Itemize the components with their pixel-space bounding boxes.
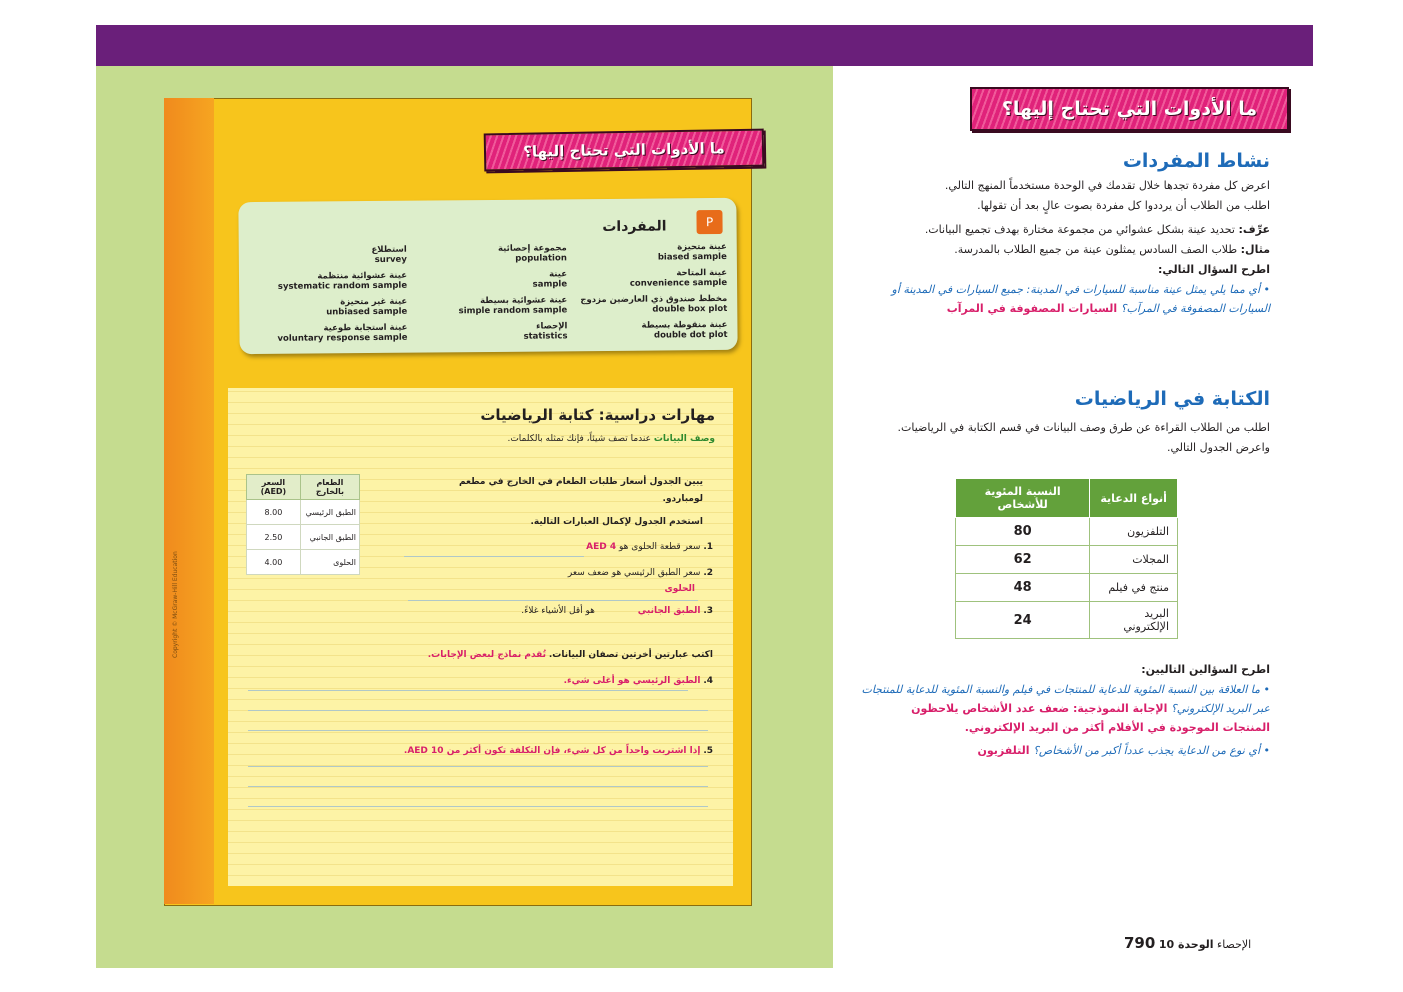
footer-unit-title: الإحصاء (1217, 938, 1252, 951)
table-row: الحلوى 4.00 (247, 550, 360, 575)
answer-line (248, 766, 708, 767)
vocab-term: عينة عشوائية بسيطة simple random sample (458, 295, 568, 317)
vocab-term: مجموعة إحصائية population (497, 243, 567, 264)
vocabulary-grid (247, 242, 728, 350)
vocab-activity-heading: نشاط المفردات (1122, 150, 1270, 172)
vocab-term: عينة غير متحيزة unbiased sample (326, 296, 408, 318)
answer-line (248, 710, 708, 711)
writing-section (860, 388, 1270, 458)
answer-line (404, 556, 584, 557)
notebook-subtitle: وصف البيانات عندما تصف شيئاً، فإنك تمثله بالكلمات. (507, 434, 715, 444)
vocab-term: عينة المتاحة convenience sample (629, 267, 728, 289)
table-row: الطبق الرئيسي 8.00 (247, 500, 360, 525)
page-number: 790 (1124, 934, 1156, 952)
page-footer (1124, 934, 1251, 952)
vocab-activity-p2: اطلب من الطلاب أن يرددوا كل مفردة بصوت عالٍ بعد أن تقولها. (977, 199, 1270, 212)
table-row: البريد الإلكتروني 24 (956, 602, 1178, 639)
vocab-term: عينة sample (532, 269, 568, 290)
top-bar (96, 25, 1313, 66)
question-1: • أي مما يلي يمثل عينة مناسبة للسيارات في المدينة: جميع السيارات في المدينة أو السيارات المصفوفة في المرآب؟ السيارات المصفوفة في المرآب (891, 283, 1270, 315)
vocabulary-card (238, 198, 737, 354)
table-header: النسبة المئوية للأشخاص (956, 479, 1090, 518)
study-skills-notebook (228, 388, 733, 886)
student-banner (484, 129, 765, 172)
teacher-banner-text: ما الأدوات التي تحتاج إليها؟ (1001, 98, 1258, 120)
writing-questions (860, 660, 1270, 760)
table-row: الطبق الجانبي 2.50 (247, 525, 360, 550)
student-banner-text: ما الأدوات التي تحتاج إليها؟ (523, 139, 725, 161)
define-line: عرِّف: تحديد عينة بشكل عشوائي من مجموعة مختارة بهدف تجميع البيانات. (924, 223, 1270, 236)
vocab-term: عينة استجابة طوعية voluntary response sample (277, 322, 408, 344)
question-2: • ما العلاقة بين النسبة المئوية للدعاية للمنتجات في فيلم والنسبة المئوية للدعاية للمنتجات عبر البريد الإلكتروني؟ الإجابة النموذجية: ضعف عدد الأشخاص يلاحظون المنتجات الموجودة في الأفلام أكثر من البريد الإلكتروني. (861, 683, 1270, 734)
vocab-term: استطلاع survey (371, 244, 407, 265)
statement-3: 3. الطبق الجانبي هو أقل الأشياء غلاءً. (521, 606, 713, 616)
vocab-term: مخطط صندوق ذي العارضين مزدوج double box plot (580, 293, 728, 315)
food-price-table (246, 474, 360, 575)
vocab-row (247, 268, 727, 292)
table-header: الطعام بالخارج (300, 475, 359, 500)
notebook-intro: يبين الجدول أسعار طلبات الطعام في الخارج في مطعم لومباردو. (458, 477, 703, 504)
answer-line (248, 690, 688, 691)
statement-2: 2. سعر الطبق الرئيسي هو ضعف سعر (567, 568, 713, 578)
table-header: السعر (AED) (247, 475, 301, 500)
table-row: التلفزيون 80 (956, 518, 1178, 546)
question-3: • أي نوع من الدعاية يجذب عدداً أكبر من الأشخاص؟ التلفزيون (977, 744, 1270, 757)
footer-unit: الوحدة 10 (1158, 938, 1214, 951)
page-spine-strip (164, 98, 214, 904)
statement-4: 4. الطبق الرئيسي هو أغلى شيء. (563, 676, 713, 686)
vocab-term: الإحصاء statistics (523, 321, 568, 342)
vocab-term: عينة عشوائية منتظمة systematic random sample (277, 270, 408, 292)
writing-p1: اطلب من الطلاب القراءة عن طرق وصف البيانات في قسم الكتابة في الرياضيات. واعرض الجدول التالي. (897, 421, 1270, 454)
advertising-table (955, 478, 1178, 639)
notebook-title: مهارات دراسية: كتابة الرياضيات (480, 406, 715, 424)
statement-1: 1. سعر قطعة الحلوى هو AED 4 (586, 542, 713, 552)
ask-two-label: اطرح السؤالين التاليين: (1141, 663, 1270, 676)
presentation-icon-label: P (705, 215, 714, 230)
vocab-term: عينة منقوطة بسيطة double dot plot (641, 319, 728, 341)
teacher-banner (970, 87, 1289, 131)
statement-5: 5. إذا اشتريت واحداً من كل شيء، فإن التكلفة تكون أكثر من AED 10. (403, 746, 713, 756)
vocab-term: عينة متحيزة biased sample (657, 241, 727, 263)
ask-label: اطرح السؤال التالي: (1157, 263, 1270, 276)
answer-line (408, 600, 698, 601)
example-line: مثال: طلاب الصف السادس يمثلون عينة من جميع الطلاب بالمدرسة. (954, 243, 1270, 256)
vocab-row (247, 242, 727, 266)
answer-line (248, 730, 708, 731)
vocab-activity-section (860, 150, 1270, 318)
vocab-activity-p1: اعرض كل مفردة تجدها خلال تقدمك في الوحدة مستخدماً المنهج التالي. (944, 179, 1270, 192)
notebook-instruction: استخدم الجدول لإكمال العبارات التالية. (530, 517, 703, 527)
answer-line (248, 806, 708, 807)
writing-heading: الكتابة في الرياضيات (1074, 388, 1270, 410)
copyright-credit: Copyright © McGraw-Hill Education (172, 551, 179, 658)
answer-line (248, 786, 708, 787)
table-row: المجلات 62 (956, 546, 1178, 574)
table-row: منتج في فيلم 48 (956, 574, 1178, 602)
vocab-row (247, 294, 727, 318)
write-prompt: اكتب عبارتين أخرتين تصفان البيانات. تُقدم نماذج لبعض الإجابات. (427, 650, 713, 660)
presentation-icon (696, 210, 722, 234)
statement-2-answer: الحلوى (664, 584, 695, 594)
vocab-row (247, 320, 727, 344)
table-header: أنواع الدعاية (1090, 479, 1178, 518)
vocabulary-title: المفردات (602, 218, 667, 236)
